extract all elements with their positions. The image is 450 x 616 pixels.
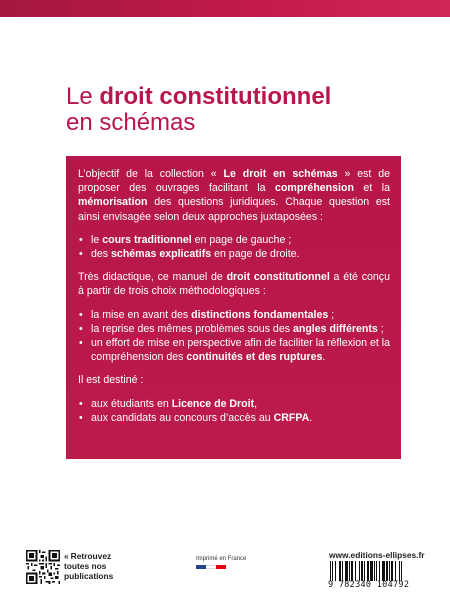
- list-item: • un effort de mise en perspective afin de faciliter la réflexion et la compréhension des continuités et des ruptures.: [78, 336, 390, 364]
- website-link[interactable]: www.editions-ellipses.fr: [329, 550, 425, 560]
- intro-paragraph: L’objectif de la collection « Le droit en schémas » est de proposer des ouvrages facilitant la compréhension et la mémorisation des questions juridiques. Chaque question est ainsi envisagée selon deux approches juxtaposées :: [78, 168, 391, 223]
- qr-code-icon[interactable]: [26, 550, 60, 584]
- list-item: • la reprise des mêmes problèmes sous des angles différents ;: [78, 322, 390, 336]
- book-title: [66, 84, 406, 136]
- qr-caption: « Retrouvez toutes nos publications: [64, 551, 114, 581]
- approaches-list: [78, 233, 390, 261]
- didactic-paragraph: Très didactique, ce manuel de droit constitutionnel a été conçu à partir de trois choix méthodologiques :: [78, 271, 390, 298]
- top-color-band: [0, 0, 450, 17]
- list-item: • aux étudiants en Licence de Droit,: [78, 397, 390, 411]
- title-line-1: Le droit constitutionnel: [66, 83, 332, 110]
- title-line-2: en schémas: [66, 109, 196, 136]
- audience-list: [78, 397, 390, 425]
- printed-in-france-label: Imprimé en France: [196, 556, 247, 562]
- audience-intro: Il est destiné :: [78, 374, 144, 387]
- description-panel: [66, 156, 401, 459]
- choices-list: [78, 308, 390, 365]
- list-item: • des schémas explicatifs en page de droite.: [78, 247, 390, 261]
- title-bold: droit constitutionnel: [99, 83, 332, 110]
- french-flag-icon: [196, 565, 226, 569]
- list-item: • le cours traditionnel en page de gauche ;: [78, 233, 390, 247]
- list-item: • la mise en avant des distinctions fondamentales ;: [78, 308, 390, 322]
- list-item: • aux candidats au concours d’accès au CRFPA.: [78, 411, 390, 425]
- isbn-number: 9 782340 104792: [328, 580, 410, 590]
- barcode-icon: [330, 561, 426, 581]
- chevron-left-icon: «: [64, 551, 69, 561]
